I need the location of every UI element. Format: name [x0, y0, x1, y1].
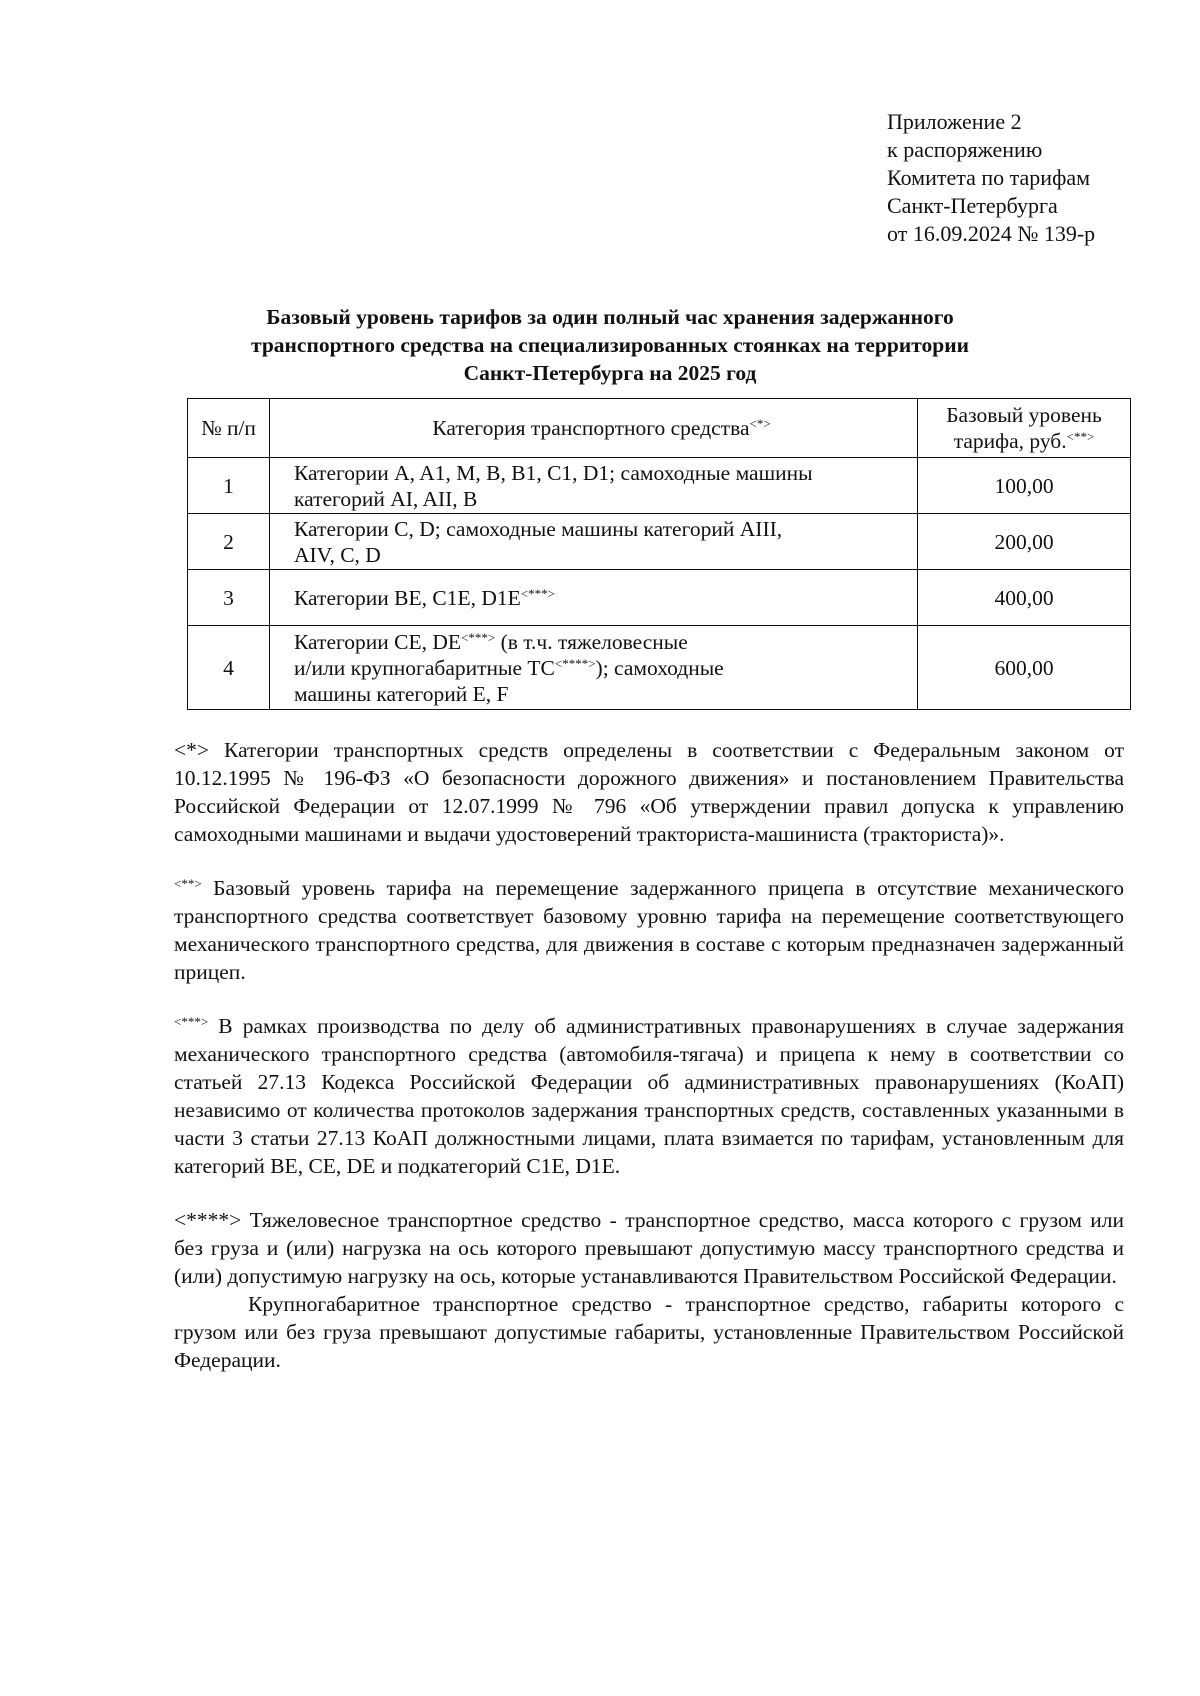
- row-rate: 200,00: [918, 514, 1131, 570]
- footnote-3: [174, 1012, 1124, 1180]
- appendix-line: Приложение 2: [887, 109, 1022, 134]
- table-row: [188, 626, 1131, 710]
- row-num: 3: [188, 570, 270, 626]
- footnote-text: В рамках производства по делу об административных правонарушениях в случае задержания механического транспортного средства (автомобиля-тягача) и прицепа к нему в соответствии со статьей 27.13 Кодекса Российской Федерации об административных правонарушениях (КоАП) независимо от количества протоколов задержания транспортных средств, составленных указанными в части 3 статьи 27.13 КоАП должностными лицами, плата взимается по тарифам, установленным для категорий BE, CE, DE и подкатегорий C1E, D1E.: [174, 1014, 1124, 1178]
- footnote-ref: <***>: [520, 585, 555, 601]
- row-category: [270, 514, 918, 570]
- appendix-line: к распоряжению: [887, 137, 1043, 162]
- category-line: [294, 655, 909, 681]
- footnote-4: [174, 1206, 1124, 1290]
- category-line: AIV, C, D: [294, 542, 381, 567]
- footnote-text: Базовый уровень тарифа на перемещение задержанного прицепа в отсутствие механического транспортного средства соответствует базовому уровню тарифа на перемещение соответствующего механического транспортного средства, для движения в составе с которым предназначен задержанный прицеп.: [174, 876, 1124, 984]
- footnote-ref: <*>: [749, 416, 771, 431]
- title-line: транспортного средства на специализированных стоянках на территории: [251, 333, 969, 357]
- footnote-2: [174, 874, 1124, 986]
- footnote-ref: <****>: [554, 655, 596, 671]
- footnote-4-continuation: Крупногабаритное транспортное средство - транспортное средство, габариты которого с грузом или без груза превышают допустимые габариты, установленные Правительством Российской Федерации.: [174, 1292, 1124, 1372]
- category-line: Категории A, A1, M, B, B1, C1, D1; самоходные машины: [294, 460, 813, 485]
- header-category: [270, 399, 918, 458]
- footnote-text: Тяжеловесное транспортное средство - транспортное средство, масса которого с грузом или без груза и (или) нагрузка на ось которого превышают допустимую массу транспортного средства и (или) допустимую нагрузку на ось, которые устанавливаются Правительством Российской Федерации.: [174, 1208, 1124, 1288]
- appendix-header: [887, 108, 1095, 248]
- document-title: [170, 303, 1050, 387]
- row-num: 1: [188, 458, 270, 514]
- row-num: 4: [188, 626, 270, 710]
- category-text: Категории CE, DE: [294, 629, 462, 654]
- title-line: Санкт-Петербурга на 2025 год: [463, 361, 757, 385]
- header-rate: [918, 399, 1131, 458]
- category-text: Категории BE, C1E, D1E: [294, 585, 521, 610]
- footnote-mark: <*>: [174, 738, 210, 762]
- category-text: ); самоходные: [595, 655, 724, 680]
- row-rate: 400,00: [918, 570, 1131, 626]
- row-num: 2: [188, 514, 270, 570]
- category-line: категорий AI, AII, B: [294, 486, 478, 511]
- footnote-mark: <****>: [174, 1208, 242, 1232]
- category-line: Категории C, D; самоходные машины категорий AIII,: [294, 516, 783, 541]
- appendix-line: Санкт-Петербурга: [887, 193, 1058, 218]
- title-line: Базовый уровень тарифов за один полный час хранения задержанного: [266, 305, 954, 329]
- category-text: и/или крупногабаритные ТС: [294, 655, 555, 680]
- row-category: [270, 458, 918, 514]
- appendix-line: Комитета по тарифам: [887, 165, 1091, 190]
- category-text: (в т.ч. тяжеловесные: [495, 629, 688, 654]
- header-category-text: Категория транспортного средства: [432, 416, 750, 440]
- table-header-row: [188, 399, 1131, 458]
- footnote-ref: <**>: [1066, 429, 1095, 444]
- header-num: № п/п: [188, 399, 270, 458]
- row-category: [270, 570, 918, 626]
- row-rate: 100,00: [918, 458, 1131, 514]
- footnote-ref: <***>: [461, 629, 496, 645]
- header-rate-text: тарифа, руб.: [953, 429, 1067, 453]
- table-row: [188, 514, 1131, 570]
- row-category: [270, 626, 918, 710]
- header-rate-line: Базовый уровень: [946, 403, 1102, 427]
- footnote-1: [174, 736, 1124, 848]
- table-row: [188, 458, 1131, 514]
- footnote-text: Категории транспортных средств определены в соответствии с Федеральным законом от 10.12.1995 № 196-ФЗ «О безопасности дорожного движения» и постановлением Правительства Российской Федерации от 12.07.1999 № 796 «Об утверждении правил допуска к управлению самоходными машинами и выдачи удостоверений тракториста-машиниста (тракториста)».: [174, 738, 1124, 846]
- footnote-mark: <***>: [174, 1014, 209, 1029]
- row-rate: 600,00: [918, 626, 1131, 710]
- footnote-mark: <**>: [174, 876, 202, 891]
- tariff-table: [187, 398, 1131, 710]
- category-line: машины категорий E, F: [294, 681, 509, 706]
- appendix-line: от 16.09.2024 № 139-р: [887, 221, 1096, 246]
- footnotes: [174, 736, 1124, 1400]
- table-row: [188, 570, 1131, 626]
- header-rate-line: [926, 428, 1122, 454]
- category-line: [294, 629, 909, 655]
